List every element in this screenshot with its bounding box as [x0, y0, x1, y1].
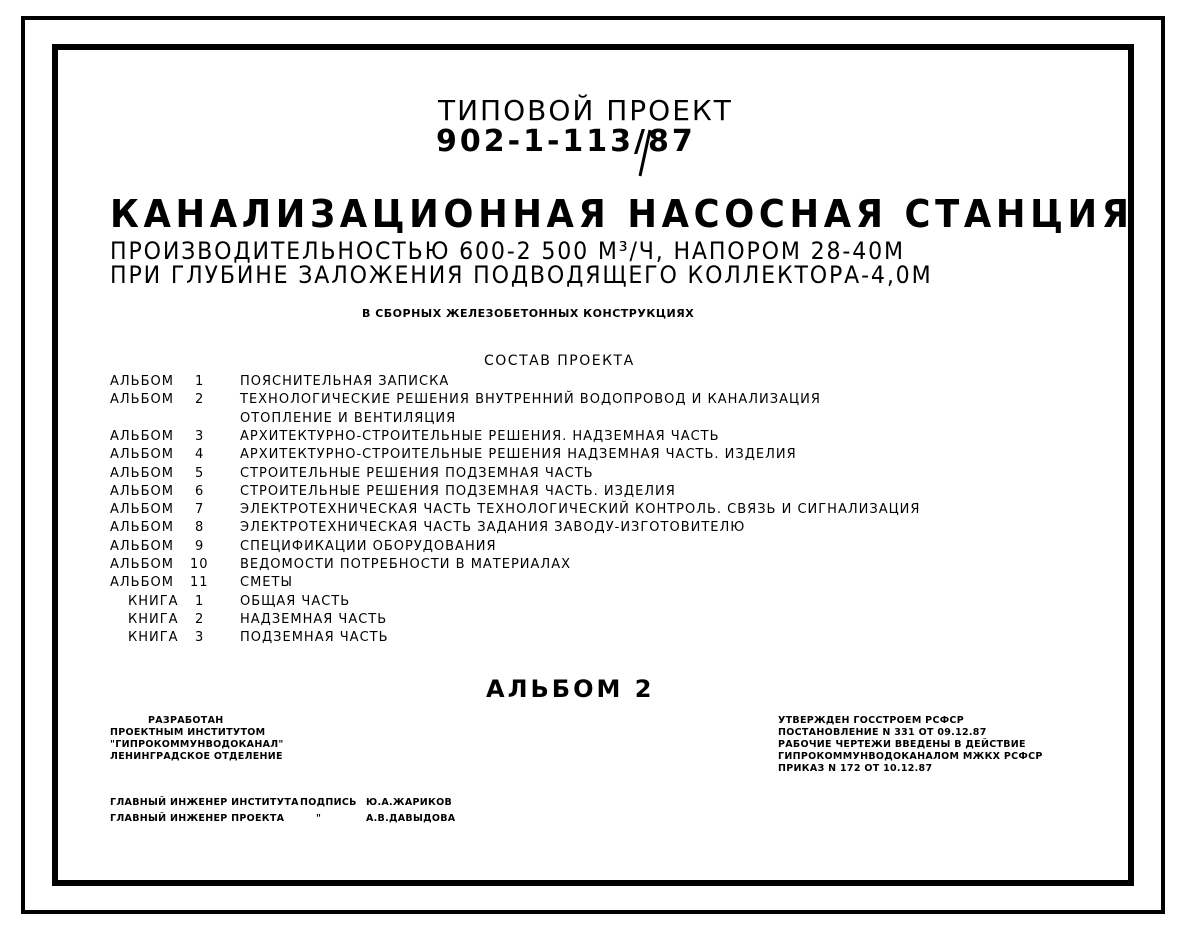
- composition-item-label: АЛЬБОМ: [110, 520, 174, 535]
- composition-item-title: ПОДЗЕМНАЯ ЧАСТЬ: [240, 630, 389, 645]
- title-subtitle-3: В СБОРНЫХ ЖЕЛЕЗОБЕТОННЫХ КОНСТРУКЦИЯХ: [362, 307, 695, 320]
- approval-block: [778, 715, 1043, 775]
- composition-item-title: ТЕХНОЛОГИЧЕСКИЕ РЕШЕНИЯ ВНУТРЕННИЙ ВОДОПРОВОД И КАНАЛИЗАЦИЯ: [240, 392, 821, 407]
- composition-item-label: АЛЬБОМ: [110, 575, 174, 590]
- approval-line: ПОСТАНОВЛЕНИЕ N 331 ОТ 09.12.87: [778, 727, 987, 738]
- developer-line: "ГИПРОКОММУНВОДОКАНАЛ": [110, 739, 284, 750]
- composition-item-title: СПЕЦИФИКАЦИИ ОБОРУДОВАНИЯ: [240, 539, 497, 554]
- composition-item-number: 4: [195, 447, 205, 462]
- composition-item-title: СМЕТЫ: [240, 575, 293, 590]
- composition-item-title: ЭЛЕКТРОТЕХНИЧЕСКАЯ ЧАСТЬ ЗАДАНИЯ ЗАВОДУ-ИЗГОТОВИТЕЛЮ: [240, 520, 746, 535]
- developer-block: [110, 715, 284, 763]
- composition-item-number: 1: [195, 594, 205, 609]
- composition-item-title: ВЕДОМОСТИ ПОТРЕБНОСТИ В МАТЕРИАЛАХ: [240, 557, 571, 572]
- composition-item-title: ОБЩАЯ ЧАСТЬ: [240, 594, 351, 609]
- composition-item-number: 9: [195, 539, 205, 554]
- developer-line: ПРОЕКТНЫМ ИНСТИТУТОМ: [110, 727, 266, 738]
- signature-mark: ": [316, 813, 322, 824]
- composition-item-number: 2: [195, 392, 205, 407]
- signature-name: Ю.А.ЖАРИКОВ: [366, 797, 452, 808]
- approval-line: РАБОЧИЕ ЧЕРТЕЖИ ВВЕДЕНЫ В ДЕЙСТВИЕ: [778, 739, 1026, 750]
- composition-item-label: АЛЬБОМ: [110, 447, 174, 462]
- composition-item-number: 3: [195, 630, 205, 645]
- composition-item-number: 8: [195, 520, 205, 535]
- composition-item-title: ОТОПЛЕНИЕ И ВЕНТИЛЯЦИЯ: [240, 411, 457, 426]
- composition-item-label: АЛЬБОМ: [110, 484, 174, 499]
- composition-item-number: 10: [190, 557, 209, 572]
- approval-line: ГИПРОКОММУНВОДОКАНАЛОМ МЖКХ РСФСР: [778, 751, 1043, 762]
- signature-role: ГЛАВНЫЙ ИНЖЕНЕР ИНСТИТУТА: [110, 797, 299, 808]
- composition-item-number: 11: [190, 575, 209, 590]
- composition-item-title: ПОЯСНИТЕЛЬНАЯ ЗАПИСКА: [240, 374, 450, 389]
- composition-item-number: 2: [195, 612, 205, 627]
- composition-item-label: АЛЬБОМ: [110, 557, 174, 572]
- composition-item-label: КНИГА: [128, 594, 179, 609]
- album-label: АЛЬБОМ 2: [486, 675, 655, 703]
- composition-item-label: КНИГА: [128, 612, 179, 627]
- composition-item-number: 1: [195, 374, 205, 389]
- header-type-label: ТИПОВОЙ ПРОЕКТ: [438, 94, 733, 127]
- composition-item-number: 5: [195, 466, 205, 481]
- composition-item-label: АЛЬБОМ: [110, 429, 174, 444]
- composition-item-number: 7: [195, 502, 205, 517]
- composition-item-label: АЛЬБОМ: [110, 374, 174, 389]
- title-subtitle-1: ПРОИЗВОДИТЕЛЬНОСТЬЮ 600-2 500 М³/Ч, НАПОРОМ 28-40М: [110, 237, 905, 265]
- project-number: 902-1-113/87: [436, 124, 696, 159]
- composition-item-label: АЛЬБОМ: [110, 539, 174, 554]
- handwritten-correction-mark: [636, 128, 652, 178]
- composition-item-title: АРХИТЕКТУРНО-СТРОИТЕЛЬНЫЕ РЕШЕНИЯ НАДЗЕМНАЯ ЧАСТЬ. ИЗДЕЛИЯ: [240, 447, 797, 462]
- composition-item-label: АЛЬБОМ: [110, 466, 174, 481]
- composition-heading: СОСТАВ ПРОЕКТА: [484, 353, 635, 369]
- approval-line: УТВЕРЖДЕН ГОССТРОЕМ РСФСР: [778, 715, 964, 726]
- composition-item-title: СТРОИТЕЛЬНЫЕ РЕШЕНИЯ ПОДЗЕМНАЯ ЧАСТЬ. ИЗДЕЛИЯ: [240, 484, 676, 499]
- composition-item-label: КНИГА: [128, 630, 179, 645]
- composition-item-title: СТРОИТЕЛЬНЫЕ РЕШЕНИЯ ПОДЗЕМНАЯ ЧАСТЬ: [240, 466, 594, 481]
- composition-item-number: 6: [195, 484, 205, 499]
- document-title: КАНАЛИЗАЦИОННАЯ НАСОСНАЯ СТАНЦИЯ: [110, 192, 1134, 236]
- composition-item-title: НАДЗЕМНАЯ ЧАСТЬ: [240, 612, 388, 627]
- composition-item-title: АРХИТЕКТУРНО-СТРОИТЕЛЬНЫЕ РЕШЕНИЯ. НАДЗЕМНАЯ ЧАСТЬ: [240, 429, 720, 444]
- signature-name: А.В.ДАВЫДОВА: [366, 813, 456, 824]
- signature-mark: ПОДПИСЬ: [300, 797, 357, 808]
- signature-role: ГЛАВНЫЙ ИНЖЕНЕР ПРОЕКТА: [110, 813, 285, 824]
- composition-item-number: 3: [195, 429, 205, 444]
- title-subtitle-2: ПРИ ГЛУБИНЕ ЗАЛОЖЕНИЯ ПОДВОДЯЩЕГО КОЛЛЕКТОРА-4,0М: [110, 261, 933, 289]
- approval-line: ПРИКАЗ N 172 ОТ 10.12.87: [778, 763, 933, 774]
- composition-item-label: АЛЬБОМ: [110, 502, 174, 517]
- composition-item-title: ЭЛЕКТРОТЕХНИЧЕСКАЯ ЧАСТЬ ТЕХНОЛОГИЧЕСКИЙ КОНТРОЛЬ. СВЯЗЬ И СИГНАЛИЗАЦИЯ: [240, 502, 921, 517]
- developer-line: ЛЕНИНГРАДСКОЕ ОТДЕЛЕНИЕ: [110, 751, 283, 762]
- developer-line: РАЗРАБОТАН: [148, 715, 224, 726]
- composition-item-label: АЛЬБОМ: [110, 392, 174, 407]
